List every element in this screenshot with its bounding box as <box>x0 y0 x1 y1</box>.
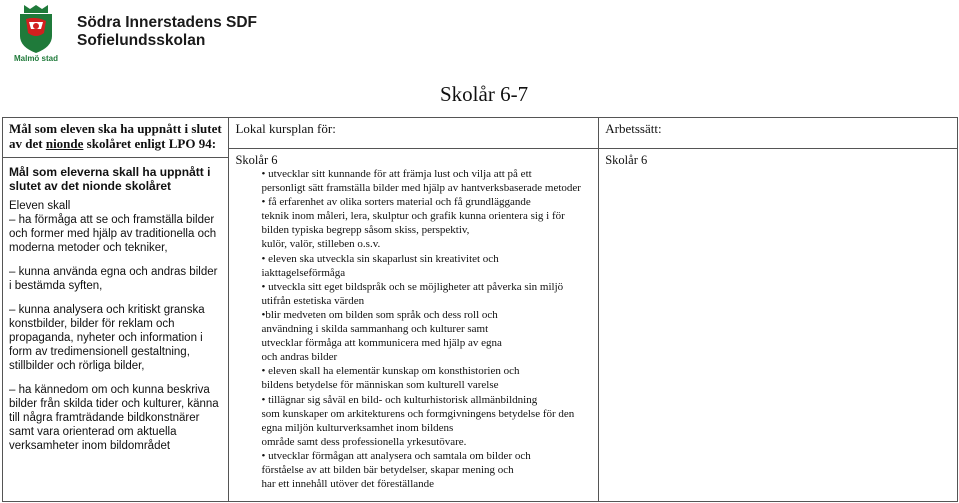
curriculum-line: iakttagelseförmåga <box>261 266 346 279</box>
curriculum-line: • utvecklar förmågan att analysera och samtala om bilder och <box>261 449 531 462</box>
curriculum-line: •blir medveten om bilden som språk och dess roll och <box>261 308 498 321</box>
curriculum-line: förståelse av att bilden bär betydelser, skapar mening och <box>261 463 514 476</box>
curriculum-line: som kunskaper om arkitekturens och formgivningens betydelse för den <box>261 407 575 420</box>
methods-subheading: Skolår 6 <box>605 153 648 167</box>
curriculum-line: utifrån estetiska värden <box>261 294 365 307</box>
goal-item: – kunna använda egna och andras bilder i bestämda syften, <box>9 266 218 292</box>
logo-text: Malmö stad <box>13 54 59 63</box>
methods-heading: Arbetssätt: <box>605 121 662 136</box>
curriculum-line: utvecklar förmåga att kommunicera med hjälp av egna <box>261 337 502 350</box>
goals-subheading: Mål som eleverna skall ha uppnått i slutet av det nionde skolåret <box>9 165 211 193</box>
local-curriculum-subheading: Skolår 6 <box>235 153 278 167</box>
goal-item: – ha förmåga att se och framställa bilder och former med hjälp av traditionella och moderna metoder och tekniker, <box>9 214 217 254</box>
curriculum-line: och andras bilder <box>261 351 338 364</box>
goal-item: – kunna analysera och kritiskt granska konstbilder, bilder för reklam och propaganda, nyheter och information i form av tredimensionell gestaltning, stillbilder och rörliga bilder, <box>9 304 205 372</box>
curriculum-line: • tillägnar sig såväl en bild- och kulturhistorisk allmänbildning <box>261 393 538 406</box>
school-name-line1: Södra Innerstadens SDF <box>77 14 258 31</box>
curriculum-line: • eleven ska utveckla sin skaparlust sin kreativitet och <box>261 252 499 265</box>
curriculum-line: teknik inom måleri, lera, skulptur och grafik kunna orientera sig i för <box>261 210 565 223</box>
curriculum-line: har ett innehåll utöver det föreställande <box>261 478 435 491</box>
curriculum-line: • eleven skall ha elementär kunskap om konsthistorien och <box>261 365 520 378</box>
school-name <box>77 14 257 50</box>
methods-column <box>599 118 958 502</box>
grade-title: Skolår 6-7 <box>440 82 529 106</box>
curriculum-line: bilden typiska begrepp såsom skiss, perspektiv, <box>261 224 470 237</box>
goals-intro: Eleven skall <box>9 200 71 212</box>
curriculum-line: bildens betydelse för människan som kulturell varelse <box>261 379 499 392</box>
curriculum-line: • utveckla sitt eget bildspråk och se möjligheter att påverka sin miljö <box>261 280 564 293</box>
goal-item: – ha kännedom om och kunna beskriva bilder från skilda tider och kulturer, känna till några framträdande bildkonstnärer samt vara orienterad om aktuella verksamheter inom bildområdet <box>9 384 219 452</box>
local-curriculum-column <box>229 118 599 502</box>
goals-column <box>3 118 229 502</box>
curriculum-line: egna miljön kulturverksamhet inom bildens <box>261 421 454 434</box>
goals-heading: Mål som eleven ska ha uppnått i slutet av det nionde skolåret enligt LPO 94: <box>9 121 222 151</box>
curriculum-line: • få erfarenhet av olika sorters material och få grundläggande <box>261 196 531 209</box>
local-curriculum-heading: Lokal kursplan för: <box>235 121 336 136</box>
curriculum-table <box>2 117 958 502</box>
curriculum-line: kulör, valör, stilleben o.s.v. <box>261 238 381 251</box>
curriculum-line: personligt sätt framställa bilder med hjälp av hantverksbaserade metoder <box>261 182 581 195</box>
curriculum-line: område samt dess professionella yrkesutövare. <box>261 435 467 448</box>
school-name-line2: Sofielundsskolan <box>77 32 206 49</box>
curriculum-line: • utvecklar sitt kunnande för att främja lust och vilja att på ett <box>261 168 532 180</box>
curriculum-line: användning i skilda sammanhang och kulturer samt <box>261 323 489 336</box>
malmo-stad-logo <box>8 3 64 63</box>
